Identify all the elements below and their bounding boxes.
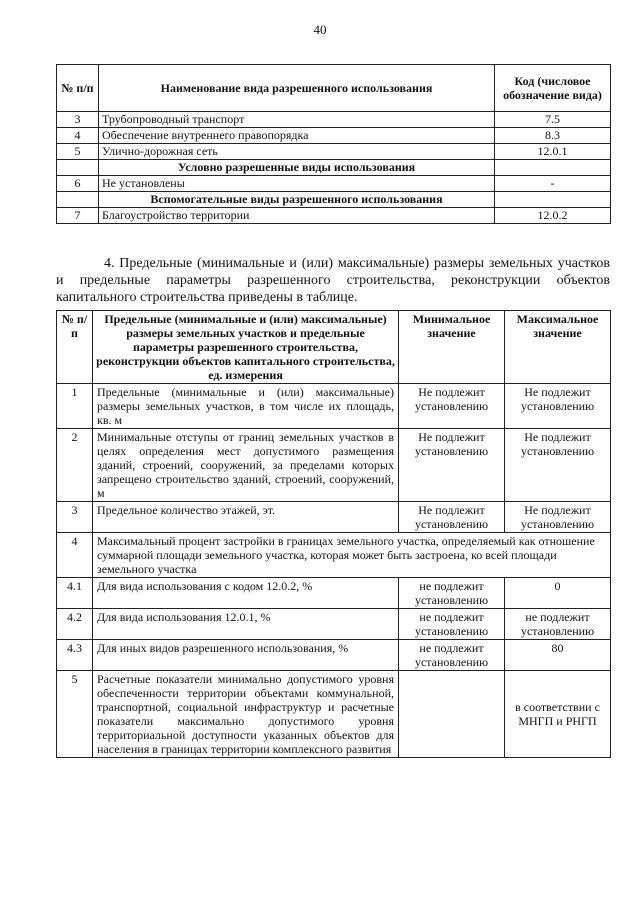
row-parameter: Предельное количество этажей, эт. (93, 502, 399, 533)
row-parameter: Максимальный процент застройки в границах земельного участка, определяемый как отношение суммарной площади земельного участка, которая может быть застроена, ко всей площади земельного участка (93, 533, 611, 578)
row-num: 4.2 (57, 609, 93, 640)
table-row (57, 533, 611, 578)
row-min: Не подлежит установлению (399, 429, 505, 502)
parameters-table (56, 310, 611, 758)
row-name: Обеспечение внутреннего правопорядка (99, 128, 495, 144)
row-code: 12.0.2 (495, 208, 611, 224)
row-name: Не установлены (99, 176, 495, 192)
row-code: 7.5 (495, 112, 611, 128)
table-row (57, 502, 611, 533)
table-row (57, 384, 611, 429)
header-num: № п/п (57, 311, 93, 384)
row-parameter: Расчетные показатели минимально допустимого уровня обеспеченности территории объектами коммунальной, транспортной, социальной инфраструктур и расчетные показатели максимально допустимого уровня территориальной доступности указанных объектов для населения в границах территории комплексного развития (93, 671, 399, 758)
section-auxiliary-title: Вспомогательные виды разрешенного использования (99, 192, 495, 208)
table-header-row (57, 311, 611, 384)
row-parameter: Предельные (минимальные и (или) максимальные) размеры земельных участков, в том числе их площадь, кв. м (93, 384, 399, 429)
row-name: Благоустройство территории (99, 208, 495, 224)
row-code: 8.3 (495, 128, 611, 144)
section-paragraph (56, 255, 610, 306)
row-name: Трубопроводный транспорт (99, 112, 495, 128)
table-row (57, 609, 611, 640)
row-num: 4 (57, 533, 93, 578)
row-max: Не подлежит установлению (505, 429, 611, 502)
header-max: Максимальное значение (505, 311, 611, 384)
table-row (57, 671, 611, 758)
header-num: № п/п (57, 65, 99, 112)
row-parameter: Для вида использования 12.0.1, % (93, 609, 399, 640)
row-num: 7 (57, 208, 99, 224)
header-min: Минимальное значение (399, 311, 505, 384)
row-max: 0 (505, 578, 611, 609)
row-code: 12.0.1 (495, 144, 611, 160)
row-max: 80 (505, 640, 611, 671)
section-row (57, 192, 611, 208)
row-num: 5 (57, 144, 99, 160)
row-min (399, 671, 505, 758)
row-min: не подлежит установлению (399, 609, 505, 640)
table-row (57, 176, 611, 192)
page-number: 40 (313, 22, 327, 37)
header-code: Код (числовое обозначение вида) (495, 65, 611, 112)
row-min: не подлежит установлению (399, 640, 505, 671)
row-parameter: Для вида использования с кодом 12.0.2, % (93, 578, 399, 609)
table-row (57, 144, 611, 160)
row-num: 4.1 (57, 578, 93, 609)
row-max: не подлежит установлению (505, 609, 611, 640)
permitted-use-table (56, 64, 611, 224)
row-num: 1 (57, 384, 93, 429)
table-row (57, 128, 611, 144)
table-row (57, 640, 611, 671)
row-parameter: Минимальные отступы от границ земельных участков в целях определения мест допустимого размещения зданий, строений, сооружений, за пределами которых запрещено строительство зданий, строений, сооружений, м (93, 429, 399, 502)
row-num: 4.3 (57, 640, 93, 671)
row-num: 2 (57, 429, 93, 502)
table-row (57, 112, 611, 128)
section-row (57, 160, 611, 176)
row-num: 5 (57, 671, 93, 758)
table-row (57, 578, 611, 609)
row-max: Не подлежит установлению (505, 384, 611, 429)
row-num: 3 (57, 112, 99, 128)
header-parameter: Предельные (минимальные и (или) максимальные) размеры земельных участков и предельные параметры разрешенного строительства, реконструкции объектов капитального строительства, ед. измерения (93, 311, 399, 384)
row-num: 4 (57, 128, 99, 144)
row-min: не подлежит установлению (399, 578, 505, 609)
table-row (57, 429, 611, 502)
table-row (57, 208, 611, 224)
row-code: - (495, 176, 611, 192)
paragraph-text: 4. Предельные (минимальные и (или) максимальные) размеры земельных участков и предельные параметры разрешенного строительства, реконструкции объектов капитального строительства приведены в таблице. (56, 256, 610, 305)
section-conditional-title: Условно разрешенные виды использования (99, 160, 495, 176)
row-min: Не подлежит установлению (399, 502, 505, 533)
header-use-name: Наименование вида разрешенного использования (99, 65, 495, 112)
row-num: 3 (57, 502, 93, 533)
row-parameter: Для иных видов разрешенного использования, % (93, 640, 399, 671)
table-header-row (57, 65, 611, 112)
row-max: Не подлежит установлению (505, 502, 611, 533)
row-name: Улично-дорожная сеть (99, 144, 495, 160)
row-max: в соответствии с МНГП и РНГП (505, 671, 611, 758)
row-min: Не подлежит установлению (399, 384, 505, 429)
row-num: 6 (57, 176, 99, 192)
